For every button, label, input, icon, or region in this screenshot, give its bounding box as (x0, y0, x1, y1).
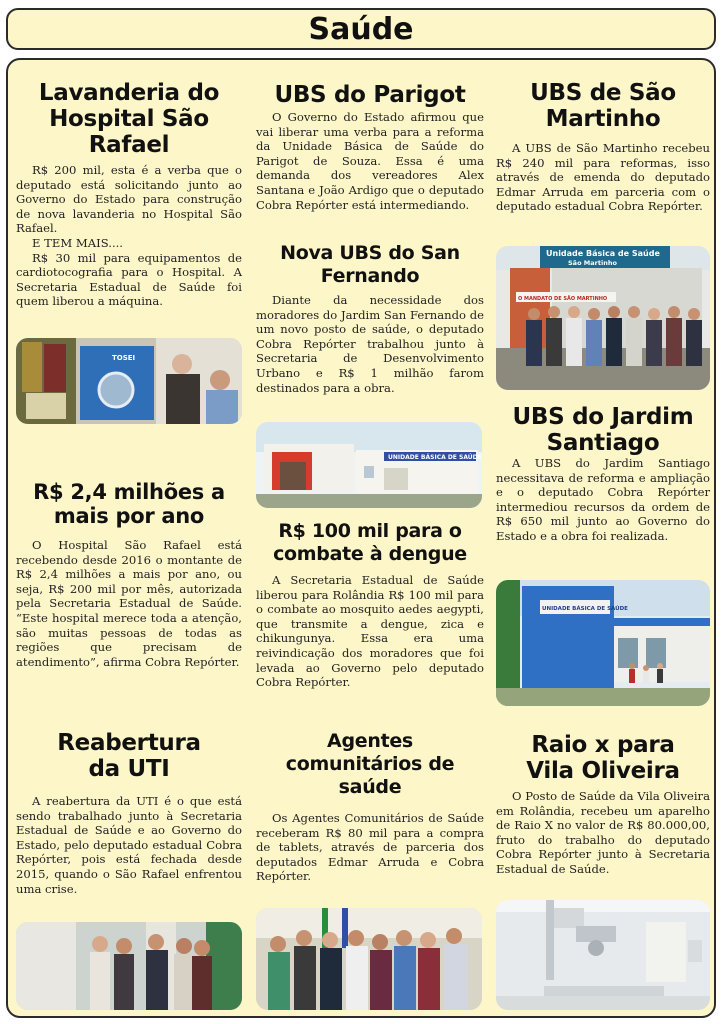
article-paragraph: A UBS de São Martinho recebeu R$ 240 mil para reformas, isso através de emenda do deputado Edmar Arruda em parceria com o deputado estadual Cobra Repórter. (496, 141, 710, 214)
article-paragraph: R$ 30 mil para equipamentos de cardiotocografia para o Hospital. A Secretaria Estadual de Saúde foi quem liberou a máquina. (16, 250, 242, 309)
content-panel (6, 58, 716, 1018)
article-saomartinho (496, 80, 710, 214)
section-title-bar (6, 8, 716, 50)
article-title: R$ 2,4 milhões a mais por ano (33, 480, 225, 528)
article-paragraph: E TEM MAIS.... (32, 235, 123, 250)
machine-label: TOSEI (112, 354, 136, 362)
ubs-sign-line1: Unidade Básica de Saúde (546, 249, 660, 258)
article-title: Raio x para Vila Oliveira (526, 732, 680, 784)
article-lavanderia (16, 80, 242, 309)
photo-xray-room (496, 900, 710, 1010)
photo-ubs-sao-martinho (496, 246, 710, 390)
article-raiox (496, 732, 710, 877)
article-paragraph: A UBS do Jardim Santiago necessitava de reforma e ampliação e o deputado Cobra Repórter intermediou recursos da ordem de R$ 650 mil junto ao Governo do Estado e a obra foi realizada. (496, 456, 710, 543)
ubs-sign-line2: São Martinho (568, 259, 617, 267)
article-agentes (256, 730, 484, 884)
article-sanfernando (256, 242, 484, 395)
article-paragraph: Os Agentes Comunitários de Saúde receberam R$ 80 mil para a compra de tablets, através de parceria dos deputados Edmar Arruda e Cobra Repórter. (256, 811, 484, 884)
article-paragraph: O Governo do Estado afirmou que vai liberar uma verba para a reforma da Unidade Básica de Saúde do Parigot de Souza. Essa é uma demanda dos vereadores Alex Santana e João Ardigo que o deputado Cobra Repórter está intermediando. (256, 110, 484, 212)
article-milhoes (16, 480, 242, 669)
article-paragraph: R$ 200 mil, esta é a verba que o deputado está solicitando junto ao Governo do Estado para construção de nova lavanderia no Hospital São Rafael. (16, 163, 242, 236)
article-paragraph: O Posto de Saúde da Vila Oliveira em Rolândia, recebeu um aparelho de Raio X no valor de R$ 80.000,00, fruto do trabalho do deputado Cobra Repórter junto à Secretaria Estadual de Saúde. (496, 789, 710, 876)
article-title: Lavanderia do Hospital São Rafael (38, 80, 220, 158)
photo-ubs-san-fernando (256, 422, 482, 508)
article-paragraph: O Hospital São Rafael está recebendo desde 2016 o montante de R$ 2,4 milhões a mais por ano, ou seja, R$ 200 mil por mês, autorizada pela Secretaria Estadual de Saúde. “Este hospital merece toda a atenção, são muitas pessoas de todas as regiões que precisam de atendimento”, afirma Cobra Repórter. (16, 538, 242, 669)
article-parigot (256, 82, 484, 212)
photo-uti-group (16, 922, 242, 1010)
article-title: Nova UBS do San Fernando (280, 242, 460, 287)
photo-laundry-machine (16, 338, 242, 424)
event-banner: O MANDATO DE SÃO MARTINHO (518, 296, 608, 302)
article-paragraph: A reabertura da UTI é o que está sendo trabalhado junto à Secretaria Estadual de Saúde e ao Governo do Estado, pelo deputado estadual Cobra Repórter, pois está fechada desde 2015, quando o São Rafael enfrentou uma crise. (16, 794, 242, 896)
article-title: Agentes comunitários de saúde (285, 730, 455, 798)
page-title: Saúde (308, 12, 414, 47)
article-title: Reabertura da UTI (57, 730, 201, 782)
article-title: UBS de São Martinho (530, 80, 676, 132)
ubs-sign: UNIDADE BÁSICA DE SAÚDE (388, 454, 482, 461)
article-uti (16, 730, 242, 896)
ubs-sign: UNIDADE BÁSICA DE SAÚDE (542, 606, 628, 612)
photo-ubs-jardim-santiago (496, 580, 710, 706)
article-santiago (496, 404, 710, 544)
article-title: UBS do Jardim Santiago (512, 404, 694, 456)
article-paragraph: A Secretaria Estadual de Saúde liberou para Rolândia R$ 100 mil para o combate ao mosquito aedes aegypti, que transmite a dengue, zica e chikungunya. Essa era uma reivindicação dos moradores que foi levada ao Governo pelo deputado Cobra Repórter. (256, 573, 484, 690)
photo-agentes-group (256, 908, 482, 1010)
article-title: R$ 100 mil para o combate à dengue (273, 520, 467, 565)
article-dengue (256, 520, 484, 690)
article-paragraph: Diante da necessidade dos moradores do Jardim San Fernando de um novo posto de saúde, o deputado Cobra Repórter trabalhou junto à Secretaria de Desenvolvimento Urbano e R$ 1 milhão farom destinados para a obra. (256, 293, 484, 395)
article-title: UBS do Parigot (274, 82, 466, 108)
